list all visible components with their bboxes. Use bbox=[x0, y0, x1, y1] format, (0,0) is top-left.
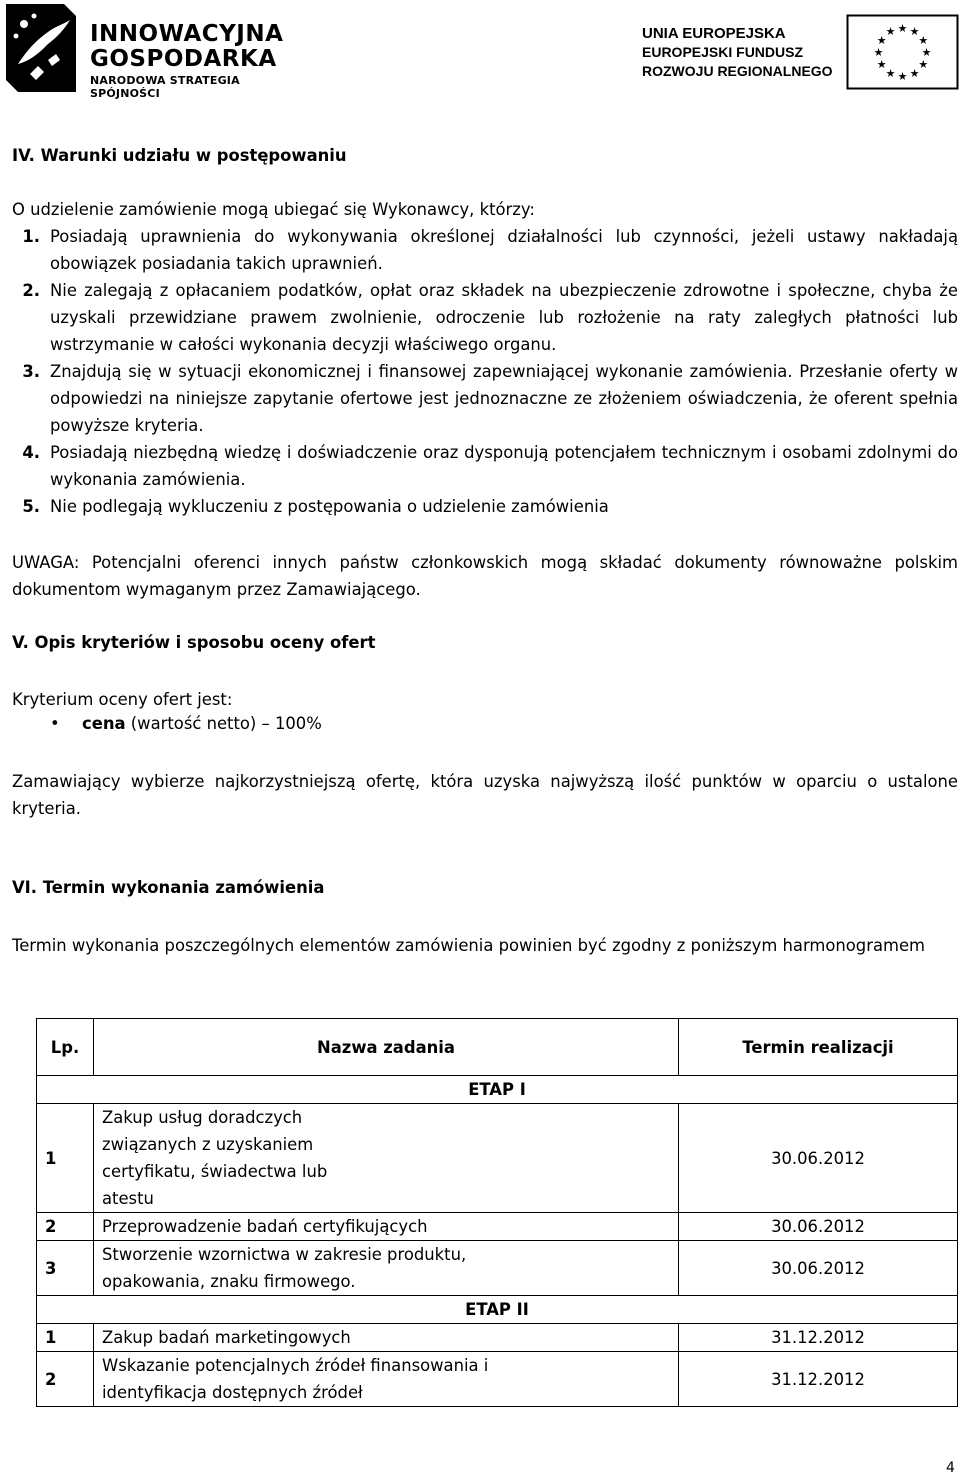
etap-row bbox=[37, 1296, 958, 1324]
star-icon: ★ bbox=[918, 58, 929, 71]
section-v-closing: Zamawiający wybierze najkorzystniejszą ofertę, która uzyska najwyższą ilość punktów w oparciu o ustalone kryteria. bbox=[12, 772, 958, 818]
criteria-name: cena bbox=[82, 714, 126, 733]
star-icon: ★ bbox=[876, 58, 887, 71]
list-item: 2. Nie zalegają z opłacaniem podatków, opłat oraz składek na ubezpieczenie zdrowotne i społeczne, chyba że uzyskali przewidziane prawem zwolnienie, odroczenie lub rozłożenie na raty zaległych płatności lub wstrzymanie w całości wykonania decyzji właściwego organu. bbox=[22, 281, 958, 354]
criteria-weight: (wartość netto) – 100% bbox=[130, 714, 322, 733]
table-row: 2 Wskazanie potencjalnych źródeł finansowania i identyfikacja dostępnych źródeł 31.12.2012 bbox=[37, 1352, 958, 1407]
eu-logo bbox=[640, 20, 960, 100]
star-icon: ★ bbox=[921, 46, 932, 59]
list-item: 5. Nie podlegają wykluczeniu z postępowania o udzielenie zamówienia bbox=[22, 497, 609, 516]
list-item: 3. Znajdują się w sytuacji ekonomicznej i finansowej zapewniającej wykonanie zamówienia. Przesłanie oferty w odpowiedzi na niniejsze zapytanie ofertowe jest jednoznaczne ze złożeniem oświadczenia, że oferent spełnia powyższe kryteria. bbox=[22, 362, 958, 435]
list-item: 1. Posiadają uprawnienia do wykonywania określonej działalności lub czynności, jeżeli ustawy nakładają obowiązek posiadania takich uprawnień. bbox=[22, 227, 958, 273]
star-icon: ★ bbox=[897, 70, 908, 83]
innowacyjna-gospodarka-logo bbox=[4, 2, 304, 100]
table-row: 2 Przeprowadzenie badań certyfikujących 30.06.2012 bbox=[37, 1213, 958, 1241]
table-row: 1 Zakup usług doradczych związanych z uzyskaniem certyfikatu, świadectwa lub atestu 30.06.2012 bbox=[37, 1104, 958, 1213]
star-icon: ★ bbox=[897, 22, 908, 35]
eu-flag-icon bbox=[846, 14, 959, 90]
header-task-name: Nazwa zadania bbox=[94, 1019, 679, 1076]
logo-title: INNOWACYJNA GOSPODARKA bbox=[90, 21, 284, 72]
conditions-list bbox=[22, 223, 958, 520]
section-iv-intro: O udzielenie zamówienie mogą ubiegać się Wykonawcy, którzy: bbox=[12, 200, 535, 219]
etap-2-label: ETAP II bbox=[37, 1296, 958, 1324]
table-header-row bbox=[37, 1019, 958, 1076]
etap-row bbox=[37, 1076, 958, 1104]
eu-text: UNIA EUROPEJSKA EUROPEJSKI FUNDUSZ ROZWOJU REGIONALNEGO bbox=[642, 25, 833, 79]
uwaga-note: UWAGA: Potencjalni oferenci innych państw członkowskich mogą składać dokumenty równoważne polskim dokumentom wymaganym przez Zamawiającego. bbox=[12, 553, 958, 599]
page-header bbox=[0, 0, 960, 100]
page-number: 4 bbox=[946, 1460, 955, 1476]
logo-subtitle: NARODOWA STRATEGIA SPÓJNOŚCI bbox=[90, 74, 240, 100]
star-icon: ★ bbox=[885, 25, 896, 39]
star-icon: ★ bbox=[876, 34, 887, 47]
header-lp: Lp. bbox=[37, 1019, 94, 1076]
bullet-icon: • bbox=[50, 714, 60, 733]
star-icon: ★ bbox=[909, 25, 920, 39]
list-item: 4. Posiadają niezbędną wiedzę i doświadczenie oraz dysponują potencjałem technicznym i osobami zdolnymi do wykonania zamówienia. bbox=[22, 443, 958, 489]
section-iv-title: IV. Warunki udziału w postępowaniu bbox=[12, 146, 347, 165]
star-icon: ★ bbox=[873, 46, 884, 59]
section-vi-intro: Termin wykonania poszczególnych elementów zamówienia powinien być zgodny z poniższym harmonogramem bbox=[12, 936, 926, 955]
star-icon: ★ bbox=[885, 66, 896, 80]
logo-mark-icon bbox=[4, 2, 78, 94]
section-v-intro: Kryterium oceny ofert jest: bbox=[12, 690, 233, 709]
header-deadline: Termin realizacji bbox=[679, 1019, 958, 1076]
etap-1-label: ETAP I bbox=[37, 1076, 958, 1104]
section-v-title: V. Opis kryteriów i sposobu oceny ofert bbox=[12, 633, 376, 652]
table-row: 3 Stworzenie wzornictwa w zakresie produktu, opakowania, znaku firmowego. 30.06.2012 bbox=[37, 1241, 958, 1296]
star-icon: ★ bbox=[909, 66, 920, 80]
star-icon: ★ bbox=[918, 34, 929, 47]
section-vi-title: VI. Termin wykonania zamówienia bbox=[12, 878, 325, 897]
table-row: 1 Zakup badań marketingowych 31.12.2012 bbox=[37, 1324, 958, 1352]
schedule-table bbox=[36, 1018, 958, 1407]
